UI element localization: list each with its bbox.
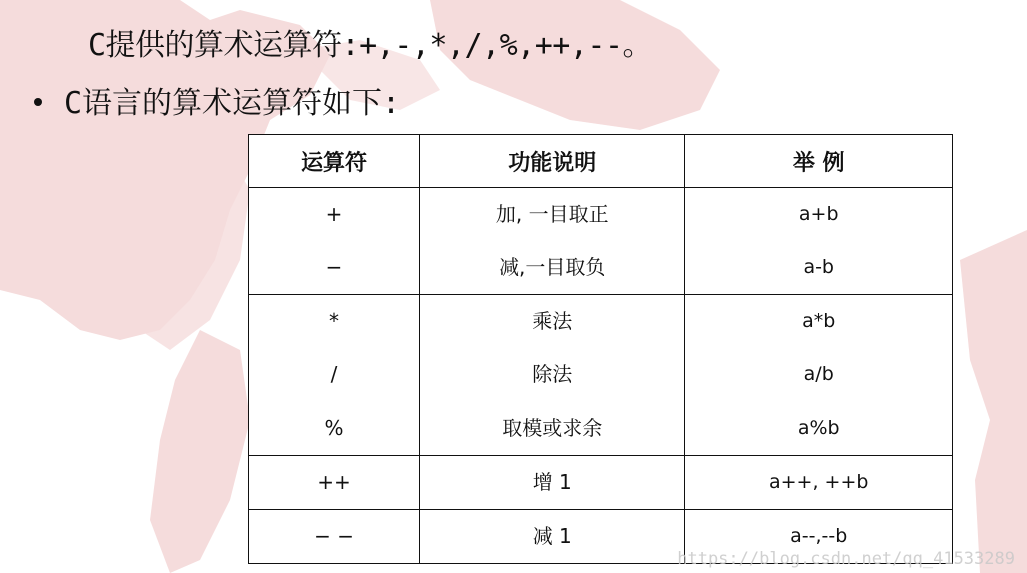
- example-cell: a-b: [803, 256, 834, 278]
- operator-cell: − −: [314, 524, 354, 548]
- operator-cell: −: [325, 255, 343, 279]
- operators-intro-text: C提供的算术运算符:+,-,*,/,%,++,--。: [88, 28, 653, 63]
- description-cell: 加, 一目取正: [495, 202, 609, 226]
- description-cell: 增 1: [532, 470, 572, 494]
- example-cell: a*b: [802, 310, 836, 333]
- header-operator: 运算符: [249, 135, 420, 188]
- table-row-group: [249, 295, 953, 456]
- bullet-text: C语言的算术运算符如下:: [64, 86, 401, 121]
- example-cell: a+b: [798, 203, 839, 225]
- bullet-line: [34, 78, 400, 122]
- description-cell: 取模或求余: [502, 415, 603, 440]
- description-cell: 除法: [532, 362, 573, 387]
- example-cell: a%b: [797, 416, 840, 439]
- table-row-group: [249, 188, 953, 295]
- table-row-group: [249, 456, 953, 510]
- operators-table: [248, 134, 953, 564]
- operator-cell: /: [330, 362, 338, 387]
- bullet-icon: [34, 98, 42, 106]
- header-example: 举 例: [685, 135, 953, 188]
- watermark-url: https://blog.csdn.net/qq_41533289: [677, 549, 1015, 569]
- operator-cell: +: [325, 202, 343, 226]
- example-cell: a/b: [803, 363, 834, 386]
- example-cell: a--,--b: [790, 525, 848, 547]
- example-cell: a++, ++b: [768, 471, 869, 493]
- description-cell: 减 1: [532, 524, 572, 548]
- description-cell: 乘法: [532, 309, 573, 334]
- operator-cell: %: [324, 415, 344, 440]
- operator-cell: ++: [317, 470, 351, 494]
- description-cell: 减,一目取负: [499, 255, 606, 279]
- header-description: 功能说明: [420, 135, 685, 188]
- operator-cell: *: [329, 309, 340, 334]
